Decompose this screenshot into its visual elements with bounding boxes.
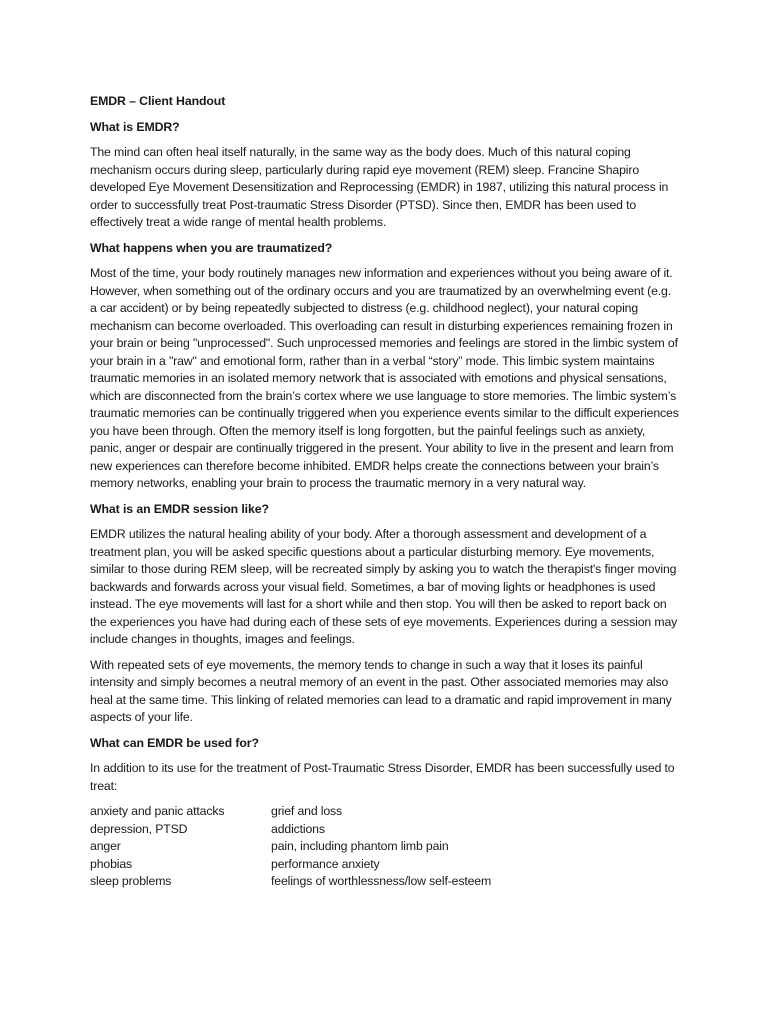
paragraph-session-2: With repeated sets of eye movements, the memory tends to change in such a way that it loses its painful intensity and simply becomes a neutral memory of an event in the past. Other associated memories may also heal at the same time. This linking of related memories can lead to a dramatic and rapid improvement in many aspects of your life. [90,657,672,724]
condition-item: feelings of worthlessness/low self-esteem [271,874,492,888]
condition-item: performance anxiety [271,856,380,871]
condition-item: phobias [90,856,133,871]
condition-item: pain, including phantom limb pain [271,839,449,853]
condition-item: addictions [271,821,325,836]
paragraph-session-1: EMDR utilizes the natural healing ability of your body. After a thorough assessment and development of a treatment plan, you will be asked specific questions about a particular disturbing memory. Eye movements, similar to those during REM sleep, will be recreated simply by asking you to watch the therapist's finger moving backwards and forwards across your visual field. Sometimes, a bar of moving lights or headphones is used instead. The eye movements will last for a short while and then stop. You will then be asked to report back on the experiences you have had during each of these sets of eye movements. Experiences during a session may include changes in thoughts, images and feelings. [90,527,678,646]
paragraph-uses: In addition to its use for the treatment of Post-Traumatic Stress Disorder, EMDR has been successfully used to treat: [90,761,675,793]
condition-item: anger [90,839,121,853]
paragraph-traumatized: Most of the time, your body routinely manages new information and experiences without you being aware of it. However, when something out of the ordinary occurs and you are traumatized by an overwhelming event (e.g. a car accident) or by being repeatedly subjected to distress (e.g. childhood neglect), your natural coping mechanism can become overloaded. This overloading can result in disturbing experiences remaining frozen in your brain or being "unprocessed". Such unprocessed memories and feelings are stored in the limbic system of your brain in a "raw" and emotional form, rather than in a verbal “story” mode. This limbic system maintains traumatic memories in an isolated memory network that is associated with emotions and physical sensations, which are disconnected from the brain’s cortex where we use language to store memories. The limbic system’s traumatic memories can be continually triggered when you experience events similar to the difficult experiences you have been through. Often the memory itself is long forgotten, but the painful feelings such as anxiety, panic, anger or despair are continually triggered in the present. Your ability to live in the present and learn from new experiences can therefore become inhibited. EMDR helps create the connections between your brain’s memory networks, enabling your brain to process the traumatic memory in a very natural way. [90,266,679,490]
paragraph-what-is-emdr: The mind can often heal itself naturally, in the same way as the body does. Much of this natural coping mechanism occurs during sleep, particularly during rapid eye movement (REM) sleep. Francine Shapiro developed Eye Movement Desensitization and Reprocessing (EMDR) in 1987, utilizing this natural process in order to successfully treat Post-traumatic Stress Disorder (PTSD). Since then, EMDR has been used to effectively treat a wide range of mental health problems. [90,145,669,229]
handout-page [90,93,680,891]
condition-item: grief and loss [271,804,343,818]
condition-item: anxiety and panic attacks [90,804,225,818]
heading-what-is-emdr: What is EMDR? [90,119,180,134]
heading-uses: What can EMDR be used for? [90,735,259,750]
heading-traumatized: What happens when you are traumatized? [90,240,333,255]
heading-session: What is an EMDR session like? [90,501,269,516]
condition-item: depression, PTSD [90,821,188,836]
conditions-list [90,803,680,891]
document-title: EMDR – Client Handout [90,94,226,108]
condition-item: sleep problems [90,874,172,888]
